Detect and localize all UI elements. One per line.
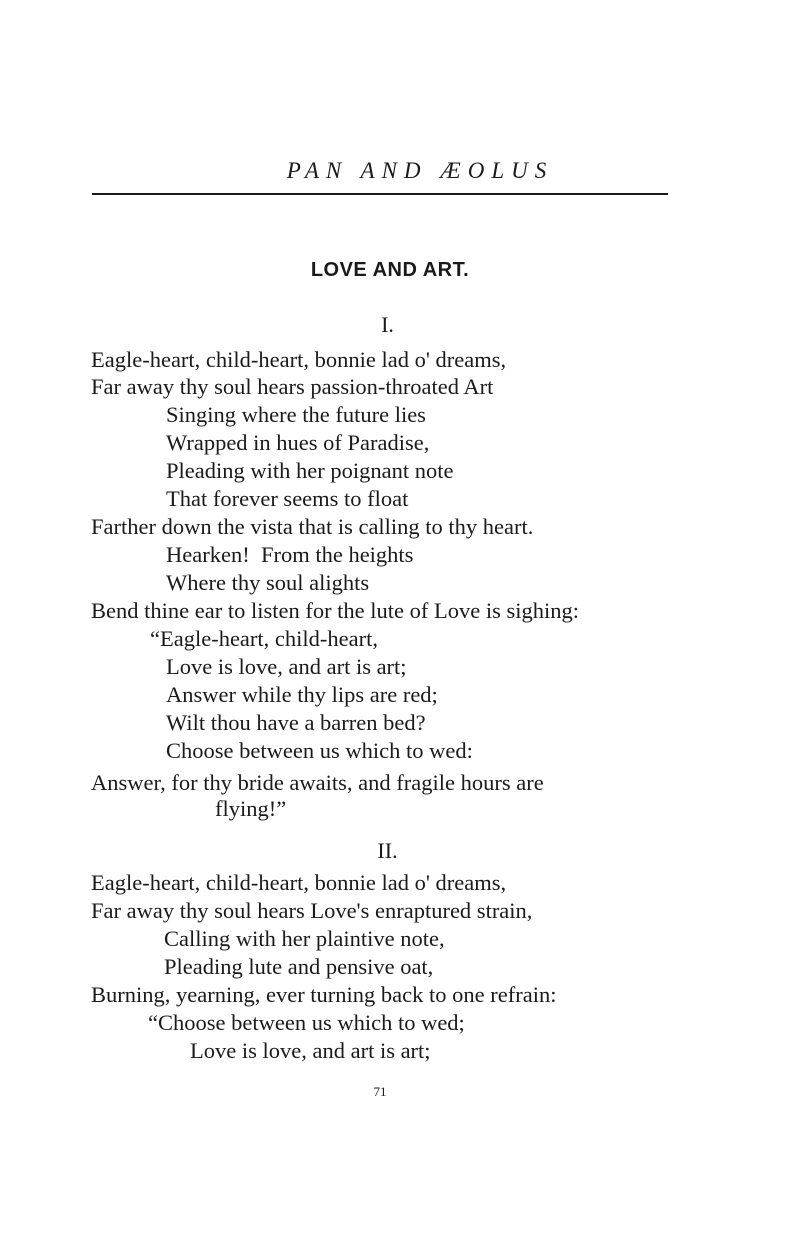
poem-line: Answer while thy lips are red; — [166, 682, 438, 707]
poem-line: Eagle-heart, child-heart, bonnie lad o' dreams, — [91, 347, 507, 372]
poem-line: Singing where the future lies — [166, 402, 426, 427]
poem-line: flying!” — [215, 796, 287, 821]
poem-line: Burning, yearning, ever turning back to one refrain: — [91, 982, 557, 1007]
header-rule — [92, 193, 668, 195]
poem-line: Answer, for thy bride awaits, and fragile hours are — [91, 770, 544, 795]
poem-title: LOVE AND ART. — [310, 259, 470, 281]
poem-line: That forever seems to float — [166, 486, 409, 511]
poem-line: Calling with her plaintive note, — [164, 926, 445, 951]
poem-line: Wrapped in hues of Paradise, — [166, 430, 430, 455]
poem-line: Pleading lute and pensive oat, — [164, 954, 434, 979]
poem-line: “Eagle-heart, child-heart, — [150, 626, 378, 651]
poem-line: Far away thy soul hears Love's enraptured strain, — [91, 898, 533, 923]
poem-line: Love is love, and art is art; — [190, 1038, 431, 1063]
page-number: 71 — [373, 1084, 387, 1099]
poem-line: Far away thy soul hears passion-throated Art — [91, 374, 494, 399]
poem-line: Hearken! From the heights — [166, 542, 414, 567]
poem-line: “Choose between us which to wed; — [148, 1010, 465, 1035]
poem-line: Bend thine ear to listen for the lute of Love is sighing: — [91, 598, 580, 623]
poem-line: Love is love, and art is art; — [166, 654, 407, 679]
poem-line: Wilt thou have a barren bed? — [166, 710, 426, 735]
poem-line: Farther down the vista that is calling to thy heart. — [91, 514, 534, 539]
running-title: PAN AND ÆOLUS — [286, 158, 554, 183]
poem-line: Pleading with her poignant note — [166, 458, 454, 483]
section-number: II. — [377, 838, 398, 863]
poem-line: Eagle-heart, child-heart, bonnie lad o' dreams, — [91, 870, 507, 895]
section-number: I. — [381, 312, 394, 337]
poem-line: Where thy soul alights — [166, 570, 370, 595]
poem-line: Choose between us which to wed: — [166, 738, 473, 763]
